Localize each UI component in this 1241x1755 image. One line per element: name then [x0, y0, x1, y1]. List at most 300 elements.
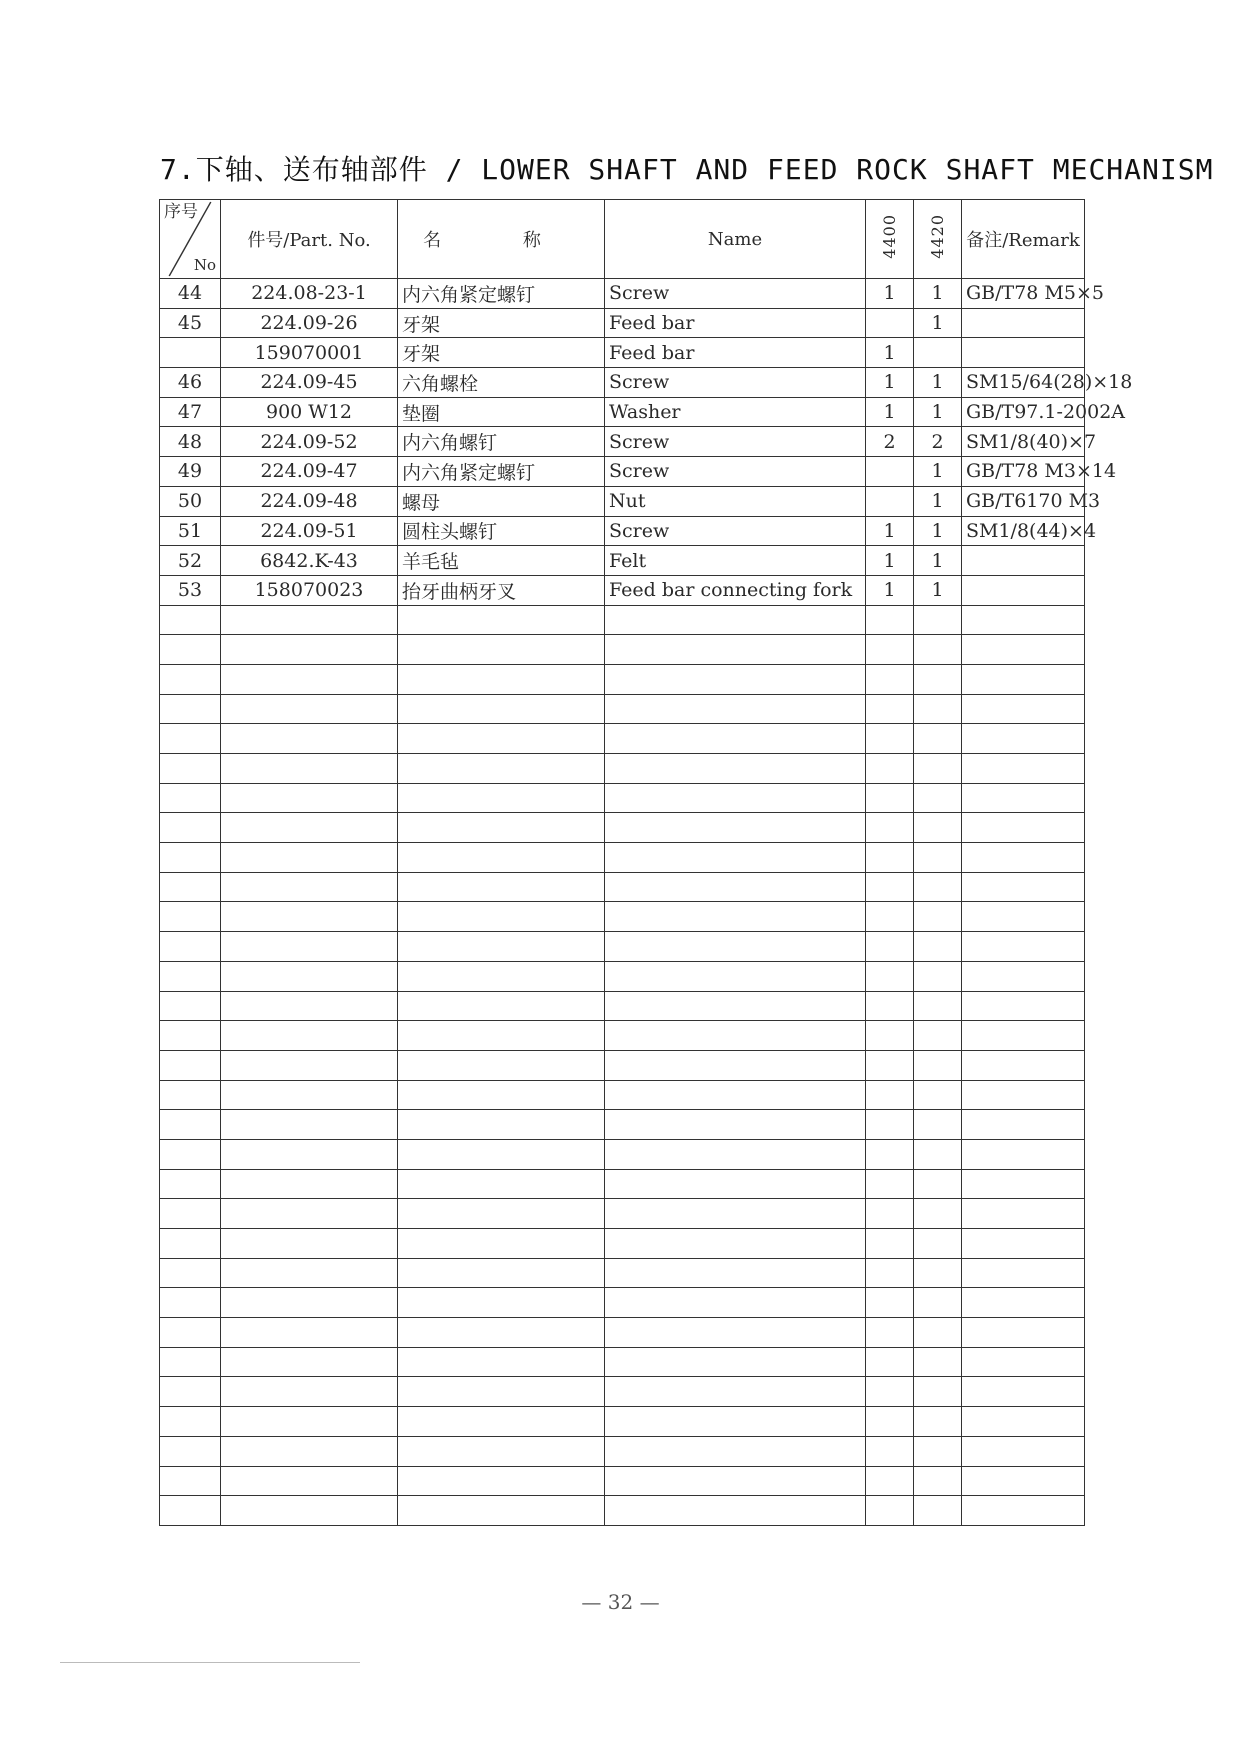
cell-remark: [962, 1347, 1085, 1377]
cell-cn-name: [398, 1496, 605, 1526]
cell-part-no: [221, 932, 398, 962]
empty-table-row: [160, 1288, 1085, 1318]
empty-table-row: [160, 754, 1085, 784]
cell-qty-4420: [914, 1436, 962, 1466]
cell-no: 53: [160, 575, 221, 605]
cell-no: [160, 991, 221, 1021]
cell-qty-4400: [866, 605, 914, 635]
cell-remark: [962, 1407, 1085, 1437]
cell-no: [160, 1139, 221, 1169]
empty-table-row: [160, 932, 1085, 962]
cell-no: [160, 1466, 221, 1496]
cell-name: [605, 991, 866, 1021]
cell-part-no: 224.09-26: [221, 308, 398, 338]
header-4400-text: 4400: [880, 214, 899, 259]
cell-remark: [962, 664, 1085, 694]
cell-cn-name: [398, 843, 605, 873]
cell-qty-4400: [866, 1318, 914, 1348]
cell-remark: [962, 546, 1085, 576]
cell-name: [605, 1169, 866, 1199]
cell-name: Screw: [605, 457, 866, 487]
cell-qty-4400: 1: [866, 575, 914, 605]
cell-name: [605, 1199, 866, 1229]
cell-cn-name: [398, 1021, 605, 1051]
cell-remark: [962, 724, 1085, 754]
cell-qty-4400: [866, 1258, 914, 1288]
cell-remark: [962, 813, 1085, 843]
cell-cn-name: [398, 872, 605, 902]
cell-cn-name: [398, 1407, 605, 1437]
cell-qty-4420: 1: [914, 546, 962, 576]
cell-name: [605, 664, 866, 694]
cell-no: [160, 1288, 221, 1318]
cell-qty-4400: 1: [866, 516, 914, 546]
header-cn-name-text: 名 称: [423, 230, 579, 251]
cell-cn-name: [398, 1229, 605, 1259]
cell-no: [160, 783, 221, 813]
cell-remark: [962, 902, 1085, 932]
parts-table-body: [160, 279, 1133, 1526]
cell-qty-4400: [866, 694, 914, 724]
cell-qty-4400: [866, 1377, 914, 1407]
header-no: [160, 200, 221, 279]
cell-qty-4420: [914, 843, 962, 873]
cell-cn-name: [398, 1318, 605, 1348]
cell-qty-4400: [866, 872, 914, 902]
cell-qty-4420: [914, 1318, 962, 1348]
cell-name: [605, 1021, 866, 1051]
table-row: [160, 397, 1085, 427]
cell-qty-4420: [914, 338, 962, 368]
cell-qty-4420: [914, 961, 962, 991]
cell-qty-4400: [866, 1110, 914, 1140]
cell-name: [605, 932, 866, 962]
table-row: [160, 427, 1085, 457]
cell-name: [605, 694, 866, 724]
cell-cn-name: [398, 783, 605, 813]
cell-part-no: 224.09-47: [221, 457, 398, 487]
cell-name: [605, 1347, 866, 1377]
header-cn-name: [398, 200, 605, 279]
cell-part-no: [221, 1229, 398, 1259]
empty-table-row: [160, 1377, 1085, 1407]
cell-cn-name: 圆柱头螺钉: [398, 516, 605, 546]
cell-qty-4420: [914, 724, 962, 754]
cell-remark: [962, 575, 1085, 605]
cell-remark: [962, 635, 1085, 665]
cell-qty-4400: [866, 1139, 914, 1169]
cell-cn-name: [398, 932, 605, 962]
cell-remark: [962, 1169, 1085, 1199]
cell-cn-name: 内六角紧定螺钉: [398, 279, 605, 309]
cell-name: Felt: [605, 546, 866, 576]
cell-qty-4420: [914, 1288, 962, 1318]
cell-part-no: [221, 724, 398, 754]
cell-qty-4400: [866, 1496, 914, 1526]
cell-qty-4420: 1: [914, 575, 962, 605]
page-title: 7.下轴、送布轴部件 / LOWER SHAFT AND FEED ROCK SHAFT MECHANISM: [160, 153, 1214, 186]
cell-qty-4420: 1: [914, 397, 962, 427]
cell-part-no: [221, 1139, 398, 1169]
cell-part-no: 224.09-45: [221, 368, 398, 398]
cell-part-no: [221, 902, 398, 932]
cell-cn-name: 内六角螺钉: [398, 427, 605, 457]
cell-remark: [962, 1436, 1085, 1466]
cell-no: [160, 635, 221, 665]
cell-no: [160, 1318, 221, 1348]
cell-name: [605, 1377, 866, 1407]
cell-cn-name: 垫圈: [398, 397, 605, 427]
header-name: Name: [605, 200, 866, 279]
cell-name: Feed bar: [605, 308, 866, 338]
table-row: [160, 575, 1085, 605]
cell-qty-4420: [914, 902, 962, 932]
cell-name: [605, 1110, 866, 1140]
cell-qty-4420: [914, 783, 962, 813]
scan-artifact-line: [60, 1662, 360, 1663]
empty-table-row: [160, 1407, 1085, 1437]
cell-remark: [962, 872, 1085, 902]
cell-remark: GB/T6170 M3: [962, 486, 1085, 516]
cell-cn-name: [398, 991, 605, 1021]
cell-remark: GB/T78 M3×14: [962, 457, 1085, 487]
table-row: [160, 338, 1085, 368]
cell-cn-name: [398, 1258, 605, 1288]
cell-qty-4420: [914, 1229, 962, 1259]
cell-cn-name: [398, 1288, 605, 1318]
cell-cn-name: [398, 1347, 605, 1377]
cell-remark: [962, 991, 1085, 1021]
cell-part-no: [221, 991, 398, 1021]
cell-remark: [962, 754, 1085, 784]
cell-no: [160, 1080, 221, 1110]
cell-part-no: [221, 1288, 398, 1318]
cell-qty-4420: 2: [914, 427, 962, 457]
cell-qty-4420: [914, 1080, 962, 1110]
cell-name: [605, 1288, 866, 1318]
cell-remark: [962, 605, 1085, 635]
table-row: [160, 308, 1085, 338]
cell-name: [605, 1139, 866, 1169]
table-row: [160, 279, 1085, 309]
cell-no: 47: [160, 397, 221, 427]
cell-qty-4420: [914, 1347, 962, 1377]
cell-cn-name: 羊毛毡: [398, 546, 605, 576]
cell-qty-4420: [914, 664, 962, 694]
cell-qty-4400: 1: [866, 279, 914, 309]
cell-cn-name: [398, 1139, 605, 1169]
cell-no: [160, 1199, 221, 1229]
cell-part-no: [221, 872, 398, 902]
cell-qty-4420: [914, 1496, 962, 1526]
cell-no: [160, 1258, 221, 1288]
cell-qty-4400: [866, 843, 914, 873]
cell-part-no: 159070001: [221, 338, 398, 368]
cell-part-no: [221, 1347, 398, 1377]
cell-cn-name: [398, 1199, 605, 1229]
cell-no: [160, 605, 221, 635]
cell-no: [160, 338, 221, 368]
cell-cn-name: 牙架: [398, 338, 605, 368]
table-header-row: [160, 200, 1085, 279]
header-remark: 备注/Remark: [962, 200, 1085, 279]
cell-qty-4400: [866, 754, 914, 784]
cell-name: Nut: [605, 486, 866, 516]
cell-no: 51: [160, 516, 221, 546]
cell-qty-4400: [866, 1050, 914, 1080]
cell-qty-4400: [866, 1347, 914, 1377]
cell-remark: SM1/8(40)×7: [962, 427, 1085, 457]
cell-part-no: [221, 1169, 398, 1199]
cell-cn-name: 抬牙曲柄牙叉: [398, 575, 605, 605]
cell-no: [160, 1021, 221, 1051]
cell-remark: [962, 1050, 1085, 1080]
cell-no: [160, 1496, 221, 1526]
cell-qty-4420: [914, 754, 962, 784]
cell-name: [605, 1258, 866, 1288]
cell-name: [605, 754, 866, 784]
cell-cn-name: [398, 1466, 605, 1496]
table-row: [160, 516, 1085, 546]
cell-part-no: [221, 1258, 398, 1288]
page-number: — 32 —: [581, 1590, 660, 1614]
cell-part-no: [221, 1199, 398, 1229]
cell-qty-4420: [914, 1021, 962, 1051]
cell-cn-name: [398, 605, 605, 635]
cell-cn-name: [398, 813, 605, 843]
cell-remark: [962, 1466, 1085, 1496]
cell-cn-name: 六角螺栓: [398, 368, 605, 398]
cell-part-no: [221, 1318, 398, 1348]
cell-part-no: [221, 1080, 398, 1110]
cell-part-no: [221, 843, 398, 873]
cell-no: [160, 961, 221, 991]
cell-part-no: 224.09-52: [221, 427, 398, 457]
cell-qty-4420: [914, 635, 962, 665]
empty-table-row: [160, 1258, 1085, 1288]
cell-remark: [962, 1021, 1085, 1051]
empty-table-row: [160, 605, 1085, 635]
cell-qty-4420: [914, 1377, 962, 1407]
cell-cn-name: [398, 1377, 605, 1407]
header-part-no: 件号/Part. No.: [221, 200, 398, 279]
cell-qty-4400: [866, 1169, 914, 1199]
cell-qty-4420: 1: [914, 368, 962, 398]
cell-remark: SM1/8(44)×4: [962, 516, 1085, 546]
cell-part-no: [221, 1466, 398, 1496]
cell-remark: [962, 1496, 1085, 1526]
cell-part-no: [221, 1377, 398, 1407]
cell-qty-4400: [866, 635, 914, 665]
cell-remark: [962, 1080, 1085, 1110]
cell-remark: [962, 1288, 1085, 1318]
cell-qty-4420: [914, 1199, 962, 1229]
cell-qty-4400: [866, 486, 914, 516]
empty-table-row: [160, 1318, 1085, 1348]
cell-cn-name: 螺母: [398, 486, 605, 516]
empty-table-row: [160, 1496, 1085, 1526]
cell-name: [605, 1050, 866, 1080]
cell-no: 50: [160, 486, 221, 516]
cell-name: [605, 1436, 866, 1466]
cell-qty-4420: [914, 991, 962, 1021]
cell-name: Feed bar: [605, 338, 866, 368]
cell-qty-4400: 1: [866, 546, 914, 576]
cell-remark: [962, 1229, 1085, 1259]
cell-qty-4420: [914, 1466, 962, 1496]
cell-part-no: [221, 635, 398, 665]
cell-name: [605, 1080, 866, 1110]
cell-qty-4400: [866, 457, 914, 487]
cell-name: [605, 902, 866, 932]
cell-qty-4400: [866, 1229, 914, 1259]
cell-name: Screw: [605, 368, 866, 398]
cell-qty-4420: [914, 813, 962, 843]
cell-name: [605, 724, 866, 754]
cell-no: [160, 843, 221, 873]
cell-part-no: [221, 664, 398, 694]
cell-qty-4420: 1: [914, 486, 962, 516]
cell-qty-4420: [914, 694, 962, 724]
cell-no: [160, 664, 221, 694]
cell-cn-name: [398, 635, 605, 665]
cell-qty-4400: [866, 813, 914, 843]
table-row: [160, 486, 1085, 516]
cell-part-no: 158070023: [221, 575, 398, 605]
cell-qty-4400: [866, 724, 914, 754]
cell-remark: [962, 1199, 1085, 1229]
cell-qty-4420: [914, 1407, 962, 1437]
cell-no: [160, 932, 221, 962]
cell-no: [160, 1377, 221, 1407]
cell-remark: [962, 1318, 1085, 1348]
cell-no: 46: [160, 368, 221, 398]
cell-qty-4400: [866, 1288, 914, 1318]
cell-name: [605, 1407, 866, 1437]
cell-name: [605, 605, 866, 635]
empty-table-row: [160, 783, 1085, 813]
cell-cn-name: [398, 1169, 605, 1199]
cell-cn-name: [398, 694, 605, 724]
cell-name: [605, 872, 866, 902]
empty-table-row: [160, 991, 1085, 1021]
empty-table-row: [160, 902, 1085, 932]
cell-cn-name: [398, 1436, 605, 1466]
empty-table-row: [160, 961, 1085, 991]
cell-part-no: [221, 1407, 398, 1437]
cell-no: 52: [160, 546, 221, 576]
cell-qty-4400: [866, 1407, 914, 1437]
cell-part-no: 224.09-48: [221, 486, 398, 516]
cell-remark: [962, 1139, 1085, 1169]
cell-remark: [962, 1377, 1085, 1407]
cell-remark: [962, 338, 1085, 368]
cell-name: [605, 843, 866, 873]
cell-part-no: [221, 605, 398, 635]
cell-qty-4400: 2: [866, 427, 914, 457]
cell-qty-4420: [914, 1050, 962, 1080]
header-no-cn: 序号: [164, 202, 198, 222]
cell-no: [160, 1229, 221, 1259]
cell-qty-4420: [914, 1169, 962, 1199]
cell-qty-4400: [866, 961, 914, 991]
cell-cn-name: [398, 1050, 605, 1080]
cell-cn-name: [398, 1110, 605, 1140]
header-no-en: No: [193, 256, 216, 274]
cell-part-no: 224.09-51: [221, 516, 398, 546]
empty-table-row: [160, 1199, 1085, 1229]
cell-qty-4420: [914, 872, 962, 902]
cell-qty-4400: [866, 308, 914, 338]
cell-qty-4400: 1: [866, 368, 914, 398]
cell-name: Screw: [605, 427, 866, 457]
cell-no: [160, 872, 221, 902]
cell-remark: SM15/64(28)×18: [962, 368, 1085, 398]
empty-table-row: [160, 635, 1085, 665]
cell-name: [605, 1466, 866, 1496]
table-row: [160, 457, 1085, 487]
cell-part-no: [221, 783, 398, 813]
cell-name: [605, 1496, 866, 1526]
cell-remark: [962, 308, 1085, 338]
cell-cn-name: [398, 961, 605, 991]
cell-part-no: [221, 1436, 398, 1466]
cell-no: [160, 1169, 221, 1199]
cell-remark: [962, 1258, 1085, 1288]
cell-qty-4400: [866, 1199, 914, 1229]
cell-remark: GB/T97.1-2002A: [962, 397, 1085, 427]
cell-no: 45: [160, 308, 221, 338]
cell-name: [605, 1318, 866, 1348]
cell-qty-4420: 1: [914, 279, 962, 309]
empty-table-row: [160, 694, 1085, 724]
cell-no: [160, 1110, 221, 1140]
cell-part-no: [221, 754, 398, 784]
cell-name: Screw: [605, 279, 866, 309]
cell-remark: [962, 843, 1085, 873]
cell-qty-4400: [866, 1021, 914, 1051]
cell-no: [160, 724, 221, 754]
empty-table-row: [160, 1466, 1085, 1496]
table-row: [160, 546, 1085, 576]
cell-remark: [962, 783, 1085, 813]
cell-cn-name: 牙架: [398, 308, 605, 338]
cell-part-no: [221, 1050, 398, 1080]
cell-part-no: 6842.K-43: [221, 546, 398, 576]
cell-qty-4420: 1: [914, 516, 962, 546]
cell-part-no: [221, 813, 398, 843]
table-row: [160, 368, 1085, 398]
cell-no: [160, 754, 221, 784]
empty-table-row: [160, 872, 1085, 902]
cell-part-no: 900 W12: [221, 397, 398, 427]
empty-table-row: [160, 664, 1085, 694]
empty-table-row: [160, 1080, 1085, 1110]
cell-qty-4400: [866, 991, 914, 1021]
cell-qty-4400: 1: [866, 338, 914, 368]
cell-cn-name: [398, 724, 605, 754]
parts-table: [159, 199, 1133, 1526]
empty-table-row: [160, 1169, 1085, 1199]
cell-name: Feed bar connecting fork: [605, 575, 866, 605]
cell-cn-name: [398, 1080, 605, 1110]
cell-qty-4420: [914, 605, 962, 635]
cell-no: [160, 813, 221, 843]
cell-qty-4420: [914, 1258, 962, 1288]
cell-no: [160, 694, 221, 724]
cell-cn-name: [398, 664, 605, 694]
cell-cn-name: [398, 754, 605, 784]
